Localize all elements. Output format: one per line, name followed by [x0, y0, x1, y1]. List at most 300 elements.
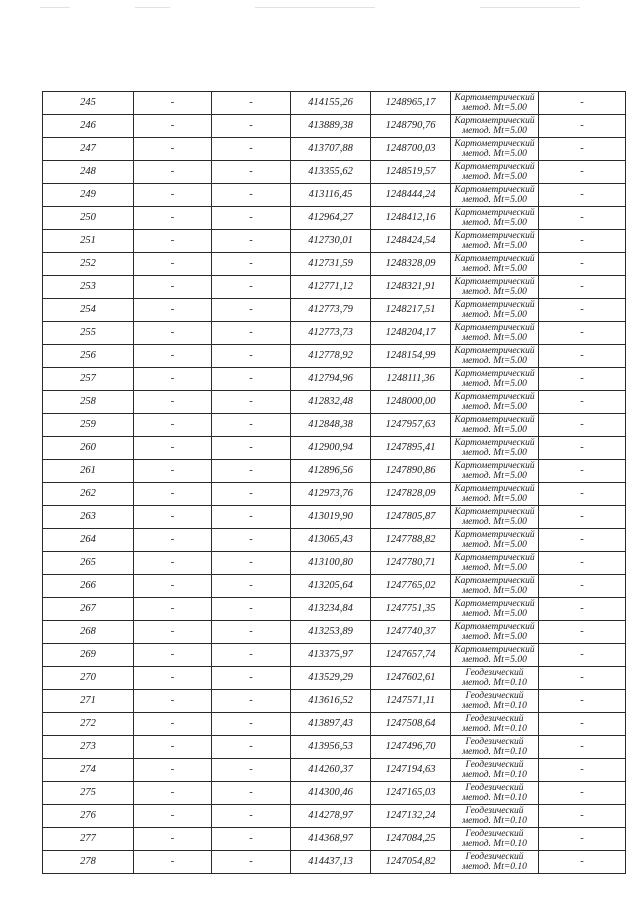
- scan-artifact-line: [135, 7, 170, 8]
- empty-cell-dash: -: [134, 253, 212, 276]
- scan-artifact-line: [480, 7, 580, 8]
- empty-cell-dash: -: [212, 506, 291, 529]
- method-accuracy: метод. Mt=5.00: [462, 540, 527, 550]
- empty-cell-dash: -: [212, 644, 291, 667]
- empty-cell-dash: -: [539, 598, 626, 621]
- method-accuracy: метод. Mt=5.00: [462, 609, 527, 619]
- y-coordinate-cell: 1247194,63: [371, 759, 451, 782]
- y-coordinate-cell: 1247740,37: [371, 621, 451, 644]
- method-accuracy: метод. Mt=5.00: [462, 126, 527, 136]
- method-cell: [451, 552, 539, 575]
- table-row: [43, 736, 626, 759]
- method-name: Геодезический: [465, 714, 524, 724]
- method-accuracy: метод. Mt=5.00: [462, 448, 527, 458]
- x-coordinate-cell: 412794,96: [291, 368, 371, 391]
- table-row: [43, 667, 626, 690]
- table-row: [43, 805, 626, 828]
- method-cell: [451, 598, 539, 621]
- empty-cell-dash: -: [212, 575, 291, 598]
- empty-cell-dash: -: [539, 713, 626, 736]
- empty-cell-dash: -: [539, 828, 626, 851]
- method-accuracy: метод. Mt=5.00: [462, 563, 527, 573]
- table-row: [43, 414, 626, 437]
- empty-cell-dash: -: [539, 460, 626, 483]
- empty-cell-dash: -: [212, 207, 291, 230]
- table-row: [43, 621, 626, 644]
- empty-cell-dash: -: [134, 805, 212, 828]
- method-name: Картометрический: [454, 507, 535, 517]
- y-coordinate-cell: 1247751,35: [371, 598, 451, 621]
- empty-cell-dash: -: [134, 115, 212, 138]
- method-cell: [451, 575, 539, 598]
- empty-cell-dash: -: [212, 92, 291, 115]
- empty-cell-dash: -: [212, 759, 291, 782]
- method-name: Картометрический: [454, 323, 535, 333]
- empty-cell-dash: -: [134, 207, 212, 230]
- table-row: [43, 782, 626, 805]
- method-accuracy: метод. Mt=0.10: [462, 724, 527, 734]
- method-cell: [451, 506, 539, 529]
- method-cell: [451, 805, 539, 828]
- method-cell: [451, 782, 539, 805]
- empty-cell-dash: -: [134, 483, 212, 506]
- empty-cell-dash: -: [212, 115, 291, 138]
- method-name: Картометрический: [454, 461, 535, 471]
- empty-cell-dash: -: [212, 322, 291, 345]
- y-coordinate-cell: 1248154,99: [371, 345, 451, 368]
- point-number-cell: 247: [43, 138, 134, 161]
- point-number-cell: 246: [43, 115, 134, 138]
- point-number-cell: 252: [43, 253, 134, 276]
- empty-cell-dash: -: [539, 690, 626, 713]
- method-accuracy: метод. Mt=5.00: [462, 310, 527, 320]
- y-coordinate-cell: 1248790,76: [371, 115, 451, 138]
- table-row: [43, 437, 626, 460]
- method-accuracy: метод. Mt=0.10: [462, 747, 527, 757]
- method-name: Геодезический: [465, 760, 524, 770]
- method-cell: [451, 851, 539, 874]
- method-accuracy: метод. Mt=5.00: [462, 471, 527, 481]
- empty-cell-dash: -: [134, 368, 212, 391]
- method-name: Картометрический: [454, 254, 535, 264]
- method-name: Картометрический: [454, 599, 535, 609]
- point-number-cell: 251: [43, 230, 134, 253]
- point-number-cell: 259: [43, 414, 134, 437]
- y-coordinate-cell: 1247957,63: [371, 414, 451, 437]
- empty-cell-dash: -: [212, 391, 291, 414]
- x-coordinate-cell: 413205,64: [291, 575, 371, 598]
- empty-cell-dash: -: [539, 805, 626, 828]
- method-accuracy: метод. Mt=5.00: [462, 494, 527, 504]
- empty-cell-dash: -: [539, 529, 626, 552]
- empty-cell-dash: -: [212, 253, 291, 276]
- table-row: [43, 759, 626, 782]
- x-coordinate-cell: 413355,62: [291, 161, 371, 184]
- y-coordinate-cell: 1247828,09: [371, 483, 451, 506]
- x-coordinate-cell: 413019,90: [291, 506, 371, 529]
- point-number-cell: 273: [43, 736, 134, 759]
- point-number-cell: 266: [43, 575, 134, 598]
- method-name: Картометрический: [454, 438, 535, 448]
- empty-cell-dash: -: [539, 667, 626, 690]
- y-coordinate-cell: 1248204,17: [371, 322, 451, 345]
- x-coordinate-cell: 413707,88: [291, 138, 371, 161]
- y-coordinate-cell: 1248321,91: [371, 276, 451, 299]
- method-accuracy: метод. Mt=5.00: [462, 632, 527, 642]
- method-cell: [451, 391, 539, 414]
- method-cell: [451, 437, 539, 460]
- y-coordinate-cell: 1247805,87: [371, 506, 451, 529]
- x-coordinate-cell: 414437,13: [291, 851, 371, 874]
- empty-cell-dash: -: [134, 644, 212, 667]
- y-coordinate-cell: 1247780,71: [371, 552, 451, 575]
- empty-cell-dash: -: [134, 276, 212, 299]
- method-accuracy: метод. Mt=0.10: [462, 839, 527, 849]
- empty-cell-dash: -: [539, 115, 626, 138]
- table-row: [43, 138, 626, 161]
- x-coordinate-cell: 412848,38: [291, 414, 371, 437]
- coordinates-table-body: [43, 92, 626, 874]
- empty-cell-dash: -: [134, 391, 212, 414]
- y-coordinate-cell: 1248412,16: [371, 207, 451, 230]
- point-number-cell: 245: [43, 92, 134, 115]
- empty-cell-dash: -: [212, 414, 291, 437]
- method-accuracy: метод. Mt=5.00: [462, 379, 527, 389]
- method-name: Картометрический: [454, 162, 535, 172]
- x-coordinate-cell: 414155,26: [291, 92, 371, 115]
- empty-cell-dash: -: [134, 690, 212, 713]
- method-name: Картометрический: [454, 185, 535, 195]
- point-number-cell: 253: [43, 276, 134, 299]
- point-number-cell: 269: [43, 644, 134, 667]
- point-number-cell: 276: [43, 805, 134, 828]
- empty-cell-dash: -: [134, 414, 212, 437]
- empty-cell-dash: -: [539, 92, 626, 115]
- method-cell: [451, 414, 539, 437]
- table-row: [43, 92, 626, 115]
- empty-cell-dash: -: [539, 782, 626, 805]
- empty-cell-dash: -: [134, 184, 212, 207]
- empty-cell-dash: -: [134, 230, 212, 253]
- table-row: [43, 115, 626, 138]
- point-number-cell: 258: [43, 391, 134, 414]
- empty-cell-dash: -: [539, 184, 626, 207]
- point-number-cell: 278: [43, 851, 134, 874]
- x-coordinate-cell: 414300,46: [291, 782, 371, 805]
- empty-cell-dash: -: [539, 253, 626, 276]
- empty-cell-dash: -: [539, 230, 626, 253]
- method-name: Картометрический: [454, 622, 535, 632]
- method-name: Картометрический: [454, 231, 535, 241]
- table-row: [43, 322, 626, 345]
- empty-cell-dash: -: [212, 667, 291, 690]
- empty-cell-dash: -: [539, 736, 626, 759]
- empty-cell-dash: -: [539, 276, 626, 299]
- empty-cell-dash: -: [539, 368, 626, 391]
- y-coordinate-cell: 1247084,25: [371, 828, 451, 851]
- method-name: Геодезический: [465, 737, 524, 747]
- method-accuracy: метод. Mt=0.10: [462, 816, 527, 826]
- table-row: [43, 828, 626, 851]
- method-name: Картометрический: [454, 346, 535, 356]
- empty-cell-dash: -: [134, 529, 212, 552]
- empty-cell-dash: -: [134, 598, 212, 621]
- method-name: Геодезический: [465, 806, 524, 816]
- empty-cell-dash: -: [212, 529, 291, 552]
- x-coordinate-cell: 412773,73: [291, 322, 371, 345]
- empty-cell-dash: -: [212, 851, 291, 874]
- empty-cell-dash: -: [134, 138, 212, 161]
- point-number-cell: 272: [43, 713, 134, 736]
- empty-cell-dash: -: [539, 414, 626, 437]
- y-coordinate-cell: 1247890,86: [371, 460, 451, 483]
- empty-cell-dash: -: [134, 161, 212, 184]
- empty-cell-dash: -: [134, 575, 212, 598]
- empty-cell-dash: -: [539, 345, 626, 368]
- method-name: Картометрический: [454, 392, 535, 402]
- table-row: [43, 552, 626, 575]
- method-accuracy: метод. Mt=0.10: [462, 678, 527, 688]
- x-coordinate-cell: 414278,97: [291, 805, 371, 828]
- method-accuracy: метод. Mt=5.00: [462, 149, 527, 159]
- method-cell: [451, 736, 539, 759]
- empty-cell-dash: -: [212, 276, 291, 299]
- y-coordinate-cell: 1247508,64: [371, 713, 451, 736]
- empty-cell-dash: -: [212, 828, 291, 851]
- empty-cell-dash: -: [539, 506, 626, 529]
- point-number-cell: 263: [43, 506, 134, 529]
- empty-cell-dash: -: [539, 299, 626, 322]
- method-name: Картометрический: [454, 93, 535, 103]
- method-accuracy: метод. Mt=5.00: [462, 586, 527, 596]
- empty-cell-dash: -: [539, 437, 626, 460]
- empty-cell-dash: -: [134, 736, 212, 759]
- method-accuracy: метод. Mt=0.10: [462, 793, 527, 803]
- point-number-cell: 255: [43, 322, 134, 345]
- point-number-cell: 254: [43, 299, 134, 322]
- method-accuracy: метод. Mt=5.00: [462, 103, 527, 113]
- method-name: Геодезический: [465, 852, 524, 862]
- method-cell: [451, 621, 539, 644]
- method-cell: [451, 529, 539, 552]
- method-accuracy: метод. Mt=5.00: [462, 517, 527, 527]
- x-coordinate-cell: 412778,92: [291, 345, 371, 368]
- empty-cell-dash: -: [212, 368, 291, 391]
- method-accuracy: метод. Mt=5.00: [462, 264, 527, 274]
- empty-cell-dash: -: [539, 322, 626, 345]
- method-name: Картометрический: [454, 369, 535, 379]
- table-row: [43, 230, 626, 253]
- x-coordinate-cell: 414368,97: [291, 828, 371, 851]
- empty-cell-dash: -: [212, 460, 291, 483]
- table-row: [43, 598, 626, 621]
- table-row: [43, 299, 626, 322]
- method-accuracy: метод. Mt=0.10: [462, 862, 527, 872]
- method-name: Картометрический: [454, 415, 535, 425]
- table-row: [43, 184, 626, 207]
- x-coordinate-cell: 413529,29: [291, 667, 371, 690]
- x-coordinate-cell: 413100,80: [291, 552, 371, 575]
- method-name: Картометрический: [454, 553, 535, 563]
- method-name: Картометрический: [454, 116, 535, 126]
- empty-cell-dash: -: [539, 161, 626, 184]
- method-cell: [451, 644, 539, 667]
- table-row: [43, 575, 626, 598]
- point-number-cell: 267: [43, 598, 134, 621]
- method-name: Картометрический: [454, 645, 535, 655]
- empty-cell-dash: -: [539, 759, 626, 782]
- method-accuracy: метод. Mt=5.00: [462, 655, 527, 665]
- x-coordinate-cell: 412730,01: [291, 230, 371, 253]
- x-coordinate-cell: 414260,37: [291, 759, 371, 782]
- y-coordinate-cell: 1248111,36: [371, 368, 451, 391]
- empty-cell-dash: -: [539, 391, 626, 414]
- x-coordinate-cell: 412771,12: [291, 276, 371, 299]
- point-number-cell: 257: [43, 368, 134, 391]
- y-coordinate-cell: 1247571,11: [371, 690, 451, 713]
- table-row: [43, 713, 626, 736]
- method-cell: [451, 253, 539, 276]
- method-accuracy: метод. Mt=5.00: [462, 402, 527, 412]
- method-cell: [451, 184, 539, 207]
- method-name: Картометрический: [454, 139, 535, 149]
- point-number-cell: 268: [43, 621, 134, 644]
- point-number-cell: 262: [43, 483, 134, 506]
- empty-cell-dash: -: [212, 736, 291, 759]
- method-cell: [451, 368, 539, 391]
- table-row: [43, 368, 626, 391]
- scan-artifact-line: [255, 7, 375, 8]
- method-cell: [451, 759, 539, 782]
- table-row: [43, 529, 626, 552]
- empty-cell-dash: -: [134, 782, 212, 805]
- method-name: Картометрический: [454, 300, 535, 310]
- method-accuracy: метод. Mt=5.00: [462, 425, 527, 435]
- y-coordinate-cell: 1247765,02: [371, 575, 451, 598]
- method-cell: [451, 92, 539, 115]
- table-row: [43, 161, 626, 184]
- table-row: [43, 276, 626, 299]
- y-coordinate-cell: 1248519,57: [371, 161, 451, 184]
- empty-cell-dash: -: [134, 851, 212, 874]
- empty-cell-dash: -: [212, 621, 291, 644]
- method-name: Картометрический: [454, 530, 535, 540]
- method-name: Геодезический: [465, 783, 524, 793]
- method-accuracy: метод. Mt=5.00: [462, 195, 527, 205]
- empty-cell-dash: -: [212, 713, 291, 736]
- method-name: Картометрический: [454, 208, 535, 218]
- method-cell: [451, 138, 539, 161]
- table-row: [43, 506, 626, 529]
- empty-cell-dash: -: [539, 644, 626, 667]
- method-cell: [451, 299, 539, 322]
- table-row: [43, 690, 626, 713]
- table-row: [43, 460, 626, 483]
- method-accuracy: метод. Mt=5.00: [462, 241, 527, 251]
- method-name: Геодезический: [465, 829, 524, 839]
- table-row: [43, 253, 626, 276]
- point-number-cell: 277: [43, 828, 134, 851]
- method-cell: [451, 460, 539, 483]
- method-name: Геодезический: [465, 691, 524, 701]
- method-cell: [451, 690, 539, 713]
- scan-artifact-line: [40, 7, 70, 8]
- point-number-cell: 271: [43, 690, 134, 713]
- empty-cell-dash: -: [212, 598, 291, 621]
- point-number-cell: 248: [43, 161, 134, 184]
- empty-cell-dash: -: [134, 828, 212, 851]
- empty-cell-dash: -: [212, 782, 291, 805]
- x-coordinate-cell: 413116,45: [291, 184, 371, 207]
- x-coordinate-cell: 412731,59: [291, 253, 371, 276]
- method-accuracy: метод. Mt=5.00: [462, 333, 527, 343]
- table-row: [43, 207, 626, 230]
- empty-cell-dash: -: [212, 184, 291, 207]
- method-name: Геодезический: [465, 668, 524, 678]
- empty-cell-dash: -: [212, 437, 291, 460]
- empty-cell-dash: -: [134, 437, 212, 460]
- empty-cell-dash: -: [212, 805, 291, 828]
- y-coordinate-cell: 1248328,09: [371, 253, 451, 276]
- empty-cell-dash: -: [539, 207, 626, 230]
- y-coordinate-cell: 1247788,82: [371, 529, 451, 552]
- point-number-cell: 256: [43, 345, 134, 368]
- x-coordinate-cell: 413889,38: [291, 115, 371, 138]
- table-row: [43, 345, 626, 368]
- method-cell: [451, 483, 539, 506]
- empty-cell-dash: -: [539, 138, 626, 161]
- empty-cell-dash: -: [134, 322, 212, 345]
- coordinates-table: [42, 91, 626, 874]
- empty-cell-dash: -: [212, 138, 291, 161]
- point-number-cell: 275: [43, 782, 134, 805]
- x-coordinate-cell: 412773,79: [291, 299, 371, 322]
- empty-cell-dash: -: [212, 690, 291, 713]
- empty-cell-dash: -: [134, 92, 212, 115]
- point-number-cell: 261: [43, 460, 134, 483]
- empty-cell-dash: -: [212, 230, 291, 253]
- method-accuracy: метод. Mt=5.00: [462, 218, 527, 228]
- method-cell: [451, 207, 539, 230]
- x-coordinate-cell: 413616,52: [291, 690, 371, 713]
- empty-cell-dash: -: [212, 483, 291, 506]
- empty-cell-dash: -: [539, 851, 626, 874]
- method-name: Картометрический: [454, 277, 535, 287]
- point-number-cell: 260: [43, 437, 134, 460]
- method-cell: [451, 276, 539, 299]
- y-coordinate-cell: 1248700,03: [371, 138, 451, 161]
- method-accuracy: метод. Mt=5.00: [462, 287, 527, 297]
- y-coordinate-cell: 1247895,41: [371, 437, 451, 460]
- y-coordinate-cell: 1248000,00: [371, 391, 451, 414]
- empty-cell-dash: -: [539, 483, 626, 506]
- point-number-cell: 274: [43, 759, 134, 782]
- empty-cell-dash: -: [134, 759, 212, 782]
- table-row: [43, 851, 626, 874]
- empty-cell-dash: -: [212, 345, 291, 368]
- y-coordinate-cell: 1247132,24: [371, 805, 451, 828]
- x-coordinate-cell: 412832,48: [291, 391, 371, 414]
- table-row: [43, 644, 626, 667]
- x-coordinate-cell: 413956,53: [291, 736, 371, 759]
- method-name: Картометрический: [454, 484, 535, 494]
- empty-cell-dash: -: [212, 552, 291, 575]
- method-cell: [451, 161, 539, 184]
- empty-cell-dash: -: [134, 667, 212, 690]
- method-cell: [451, 667, 539, 690]
- empty-cell-dash: -: [134, 621, 212, 644]
- point-number-cell: 249: [43, 184, 134, 207]
